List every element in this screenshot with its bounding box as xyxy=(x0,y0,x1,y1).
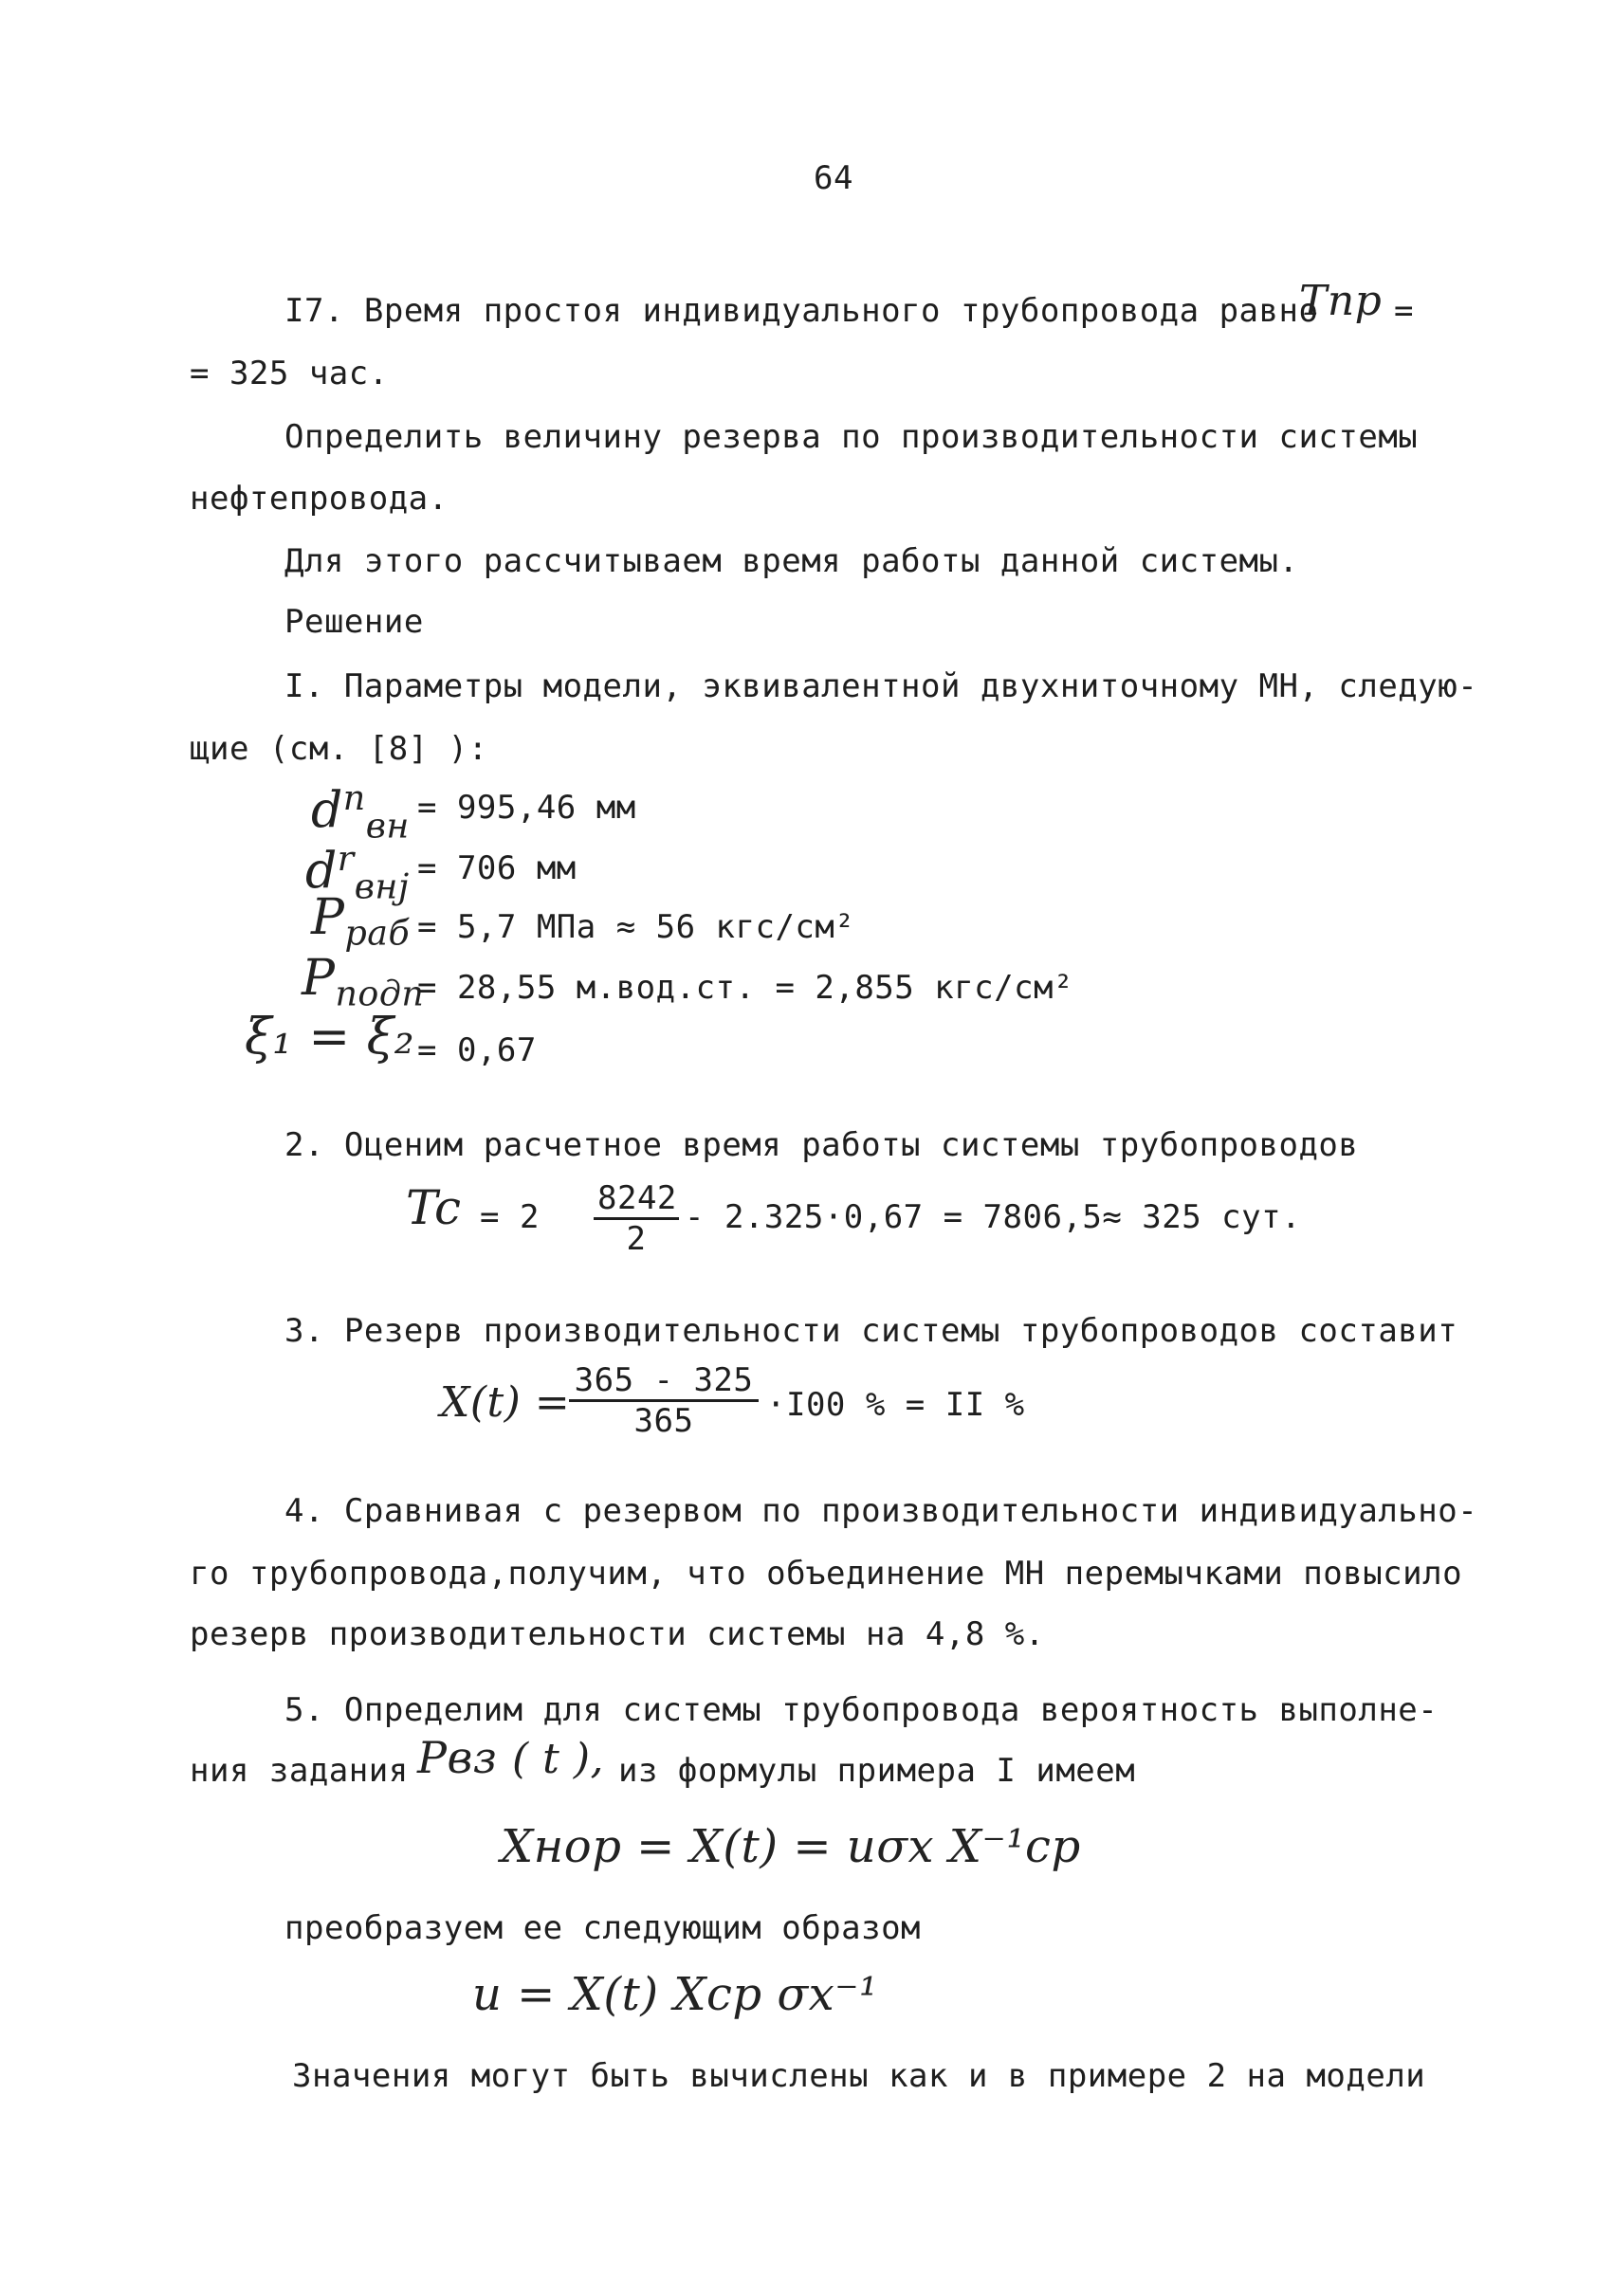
param-symbol: $P_{подп}$ xyxy=(302,950,425,1014)
solution-heading: Решение xyxy=(284,603,424,641)
for-this-paragraph: Для этого рассчитываем время работы данной системы. xyxy=(284,542,1299,580)
param-value: = 995,46 мм xyxy=(417,789,636,827)
p17-variable: Tпр xyxy=(1299,277,1383,325)
item2-rest: - 2.325·0,67 = 7806,5≈ 325 сут. xyxy=(685,1198,1302,1236)
item5-line2-start: ния задания xyxy=(190,1752,409,1790)
item3-rest: ·I00 % = II % xyxy=(766,1386,1025,1424)
item2-text: 2. Оценим расчетное время работы системы трубопроводов xyxy=(284,1126,1359,1164)
item3-numerator: 365 - 325 xyxy=(569,1361,759,1402)
p17-line1: I7. Время простоя индивидуального трубопровода равно xyxy=(284,292,1319,330)
item4-line1: 4. Сравнивая с резервом по производительности индивидуально- xyxy=(284,1492,1478,1530)
item4-line3: резерв производительности системы на 4,8 %. xyxy=(190,1615,1045,1653)
param-value: = 706 мм xyxy=(417,849,577,887)
item5-formula2: u = X(t) Xср σx⁻¹ xyxy=(472,1968,878,2021)
item5-line2-end: из формулы примера I имеем xyxy=(618,1752,1136,1790)
item3-lhs: X(t) = xyxy=(440,1378,571,1427)
item5-last-line: Значения могут быть вычислены как и в примере 2 на модели xyxy=(292,2057,1426,2095)
item5-t: ( t ), xyxy=(512,1735,604,1783)
item5-variable: Pвз xyxy=(417,1732,498,1783)
item3-text: 3. Резерв производительности системы трубопроводов составит xyxy=(284,1312,1458,1350)
item3-fraction xyxy=(569,1361,759,1440)
item2-numerator: 8242 xyxy=(594,1179,679,1220)
item3-denominator: 365 xyxy=(633,1402,694,1440)
p17-line2: = 325 час. xyxy=(190,355,389,392)
param-symbol: $d^n_{вн}$ xyxy=(311,777,410,847)
param-symbol: ξ₁ = ξ₂ xyxy=(245,1009,415,1066)
param-symbol: $d^r_{внj}$ xyxy=(305,838,410,907)
item5-line1: 5. Определим для системы трубопровода вероятность выполне- xyxy=(284,1691,1439,1729)
item2-mult: = 2 xyxy=(480,1198,540,1236)
page-number: 64 xyxy=(814,159,853,197)
item5-transform: преобразуем ее следующим образом xyxy=(284,1909,922,1947)
param-symbol: $P_{раб}$ xyxy=(311,889,411,954)
p17-equals: = xyxy=(1394,292,1414,330)
item2-fraction xyxy=(594,1179,679,1258)
item2-lhs: Tc xyxy=(406,1180,462,1235)
item2-denominator: 2 xyxy=(626,1220,647,1258)
item1-line2: щие (см. [8] ): xyxy=(190,730,488,768)
determine-line1: Определить величину резерва по производительности системы xyxy=(284,418,1419,456)
item4-line2: го трубопровода,получим, что объединение МН перемычками повысило xyxy=(190,1555,1463,1593)
item1-line1: I. Параметры модели, эквивалентной двухниточному МН, следую- xyxy=(284,667,1478,705)
param-value: = 5,7 МПа ≈ 56 кгс/см² xyxy=(417,908,855,946)
param-value: = 28,55 м.вод.ст. = 2,855 кгс/см² xyxy=(417,969,1074,1007)
determine-line2: нефтепровода. xyxy=(190,480,449,518)
param-value: = 0,67 xyxy=(417,1031,537,1069)
item5-formula1: Xнор = X(t) = uσx X⁻¹ср xyxy=(501,1820,1081,1873)
